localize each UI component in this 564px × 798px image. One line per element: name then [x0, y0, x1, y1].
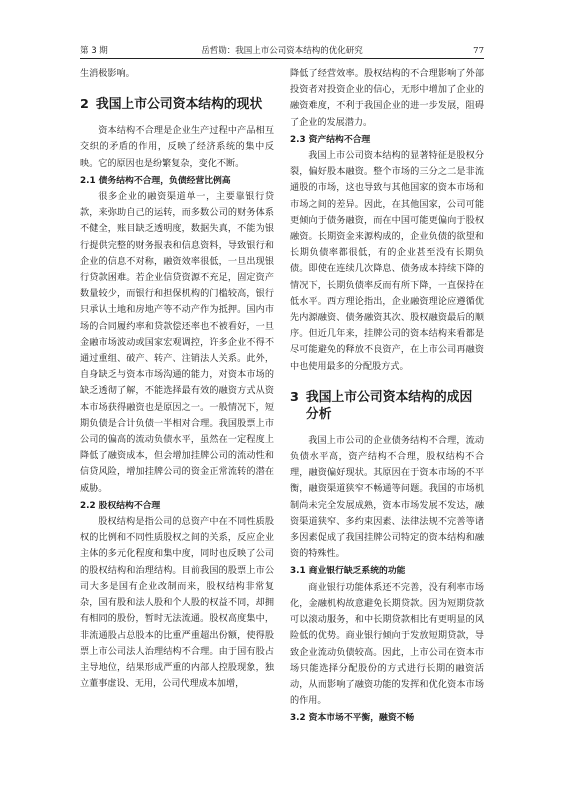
subsection-heading-3-1: 3.1 商业银行缺乏系统的功能	[290, 566, 406, 577]
section-heading-2	[80, 96, 274, 113]
issue-number: 第 3 期	[80, 46, 108, 56]
section-title: 我国上市公司资本结构的现状	[95, 97, 263, 113]
left-column	[80, 66, 274, 692]
section-number: 3	[290, 389, 299, 405]
paragraph: 很多企业的融资渠道单一，主要靠银行贷款，来弥助自己的运转，而多数公司的财务体系不健全，账目缺乏透明度，数据失真，不能为银行提供完整的财务报表和信息资料，导致银行和企业的信息不对称，融资效率很低，一旦出现银行贷款困难。若企业信贷资源不充足，固定资产数量较少，而银行和担保机构的门槛较高，银行只承认土地和房地产等不动产作为抵押。国内市场的合同履约率和贷款偿还率也不被看好，一旦金融市场波动或国家宏观调控，许多企业不得不通过重组、破产、转产、注销法人关系。此外，自身缺乏与资本市场沟通的能力，对资本市场的缺乏透彻了解，不能选择最有效的融资方式从资本市场获得融资也是原因之一。一般情况下，短期负债是合计负债一半相对合理。我国股票上市公司的偏高的流动负债水平，虽然在一定程度上降低了融资成本，但会增加挂牌公司的流动性和信贷风险，增加挂牌公司的资金正常流转的潜在威胁。	[80, 192, 274, 494]
running-header	[80, 44, 484, 59]
running-title: 岳哲勋：我国上市公司资本结构的优化研究	[201, 46, 363, 56]
section-number: 2	[80, 97, 89, 113]
page-number: 77	[473, 46, 484, 56]
paragraph: 我国上市公司资本结构的显著特征是股权分裂，偏好股本融资。整个市场的三分之二是非流通股的市场，这也导致与其他国家的资本市场和市场之间的差异。因此，在其他国家，公司可能更倾向于债务融资，而在中国可能更偏向于股权融资。长期资金来源构成的，企业负债的欲望和长期负债率都很低，有的企业甚至没有长期负债。即使在连续几次降息、债务成本持续下降的情况下，长期负债率反而有所下降，一直保持在低水平。西方理论指出，企业融资理论应遵循优先内源融资、债务融资其次、股权融资最后的顺序。但近几年来，挂牌公司的资本结构来看都是尽可能避免的释放不良资产，在上市公司再融资中也使用最多的分配股方式。	[290, 151, 484, 372]
section-title: 我国上市公司资本结构的成因分析	[305, 389, 473, 422]
paragraph: 资本结构不合理是企业生产过程中产品相互交织的矛盾的作用，反映了经济系统的集中反映。它的原因也是纷繁复杂，变化不断。	[80, 126, 274, 169]
paragraph: 降低了经营效率。股权结构的不合理影响了外部投资者对投资企业的信心，无形中增加了企业的融资难度，不利于我国企业的进一步发展，阻碍了企业的发展潜力。	[290, 69, 484, 128]
right-column	[290, 66, 484, 727]
subsection-heading-2-1: 2.1 债务结构不合理，负债经营比例高	[80, 175, 231, 186]
section-heading-3	[290, 389, 484, 423]
subsection-heading-2-3: 2.3 资产结构不合理	[290, 134, 371, 145]
paragraph: 生消极影响。	[80, 69, 135, 79]
paragraph: 我国上市公司的企业债务结构不合理，流动负债水平高，资产结构不合理，股权结构不合理，融资偏好现状。其原因在于资本市场的不平衡，融资渠道狭窄不畅通等问题。我国的市场机制尚未完全发展成熟，资本市场发展不发达，融资渠道狭窄、多约束因素、法律法规不完善等诸多因素促成了我国挂牌公司特定的资本结构和融资的特殊性。	[290, 435, 484, 560]
paragraph: 商业银行功能体系还不完善，没有利率市场化，金融机构故意避免长期贷款。因为短期贷款可以滚动服务，和中长期贷款相比有更明显的风险低的优势。商业银行倾向于发放短期贷款，导致企业流动负债较高。因此，上市公司在资本市场只能选择分配股份的方式进行长期的融资活动，从而影响了融资功能的发挥和优化资本市场的作用。	[290, 582, 484, 707]
subsection-heading-3-2: 3.2 资本市场不平衡，融资不畅	[290, 713, 415, 724]
subsection-heading-2-2: 2.2 股权结构不合理	[80, 500, 161, 511]
paragraph: 股权结构是指公司的总资产中在不同性质股权的比例和不同性质股权之间的关系，反应企业主体的多元化程度和集中度，同时也反映了公司的股权结构和治理结构。目前我国的股票上市公司大多是国有企业改制而来，股权结构非常复杂，国有股和法人股和个人股的权益不同，却拥有相同的股份，暂时无法流通。股权高度集中，非流通股占总股本的比重严重超出份额，使得股票上市公司法人治理结构不合理。由于国有股占主导地位，结果形成严重的内部人控股现象，独立董事虚设、无用，公司代理成本加增，	[80, 517, 274, 690]
